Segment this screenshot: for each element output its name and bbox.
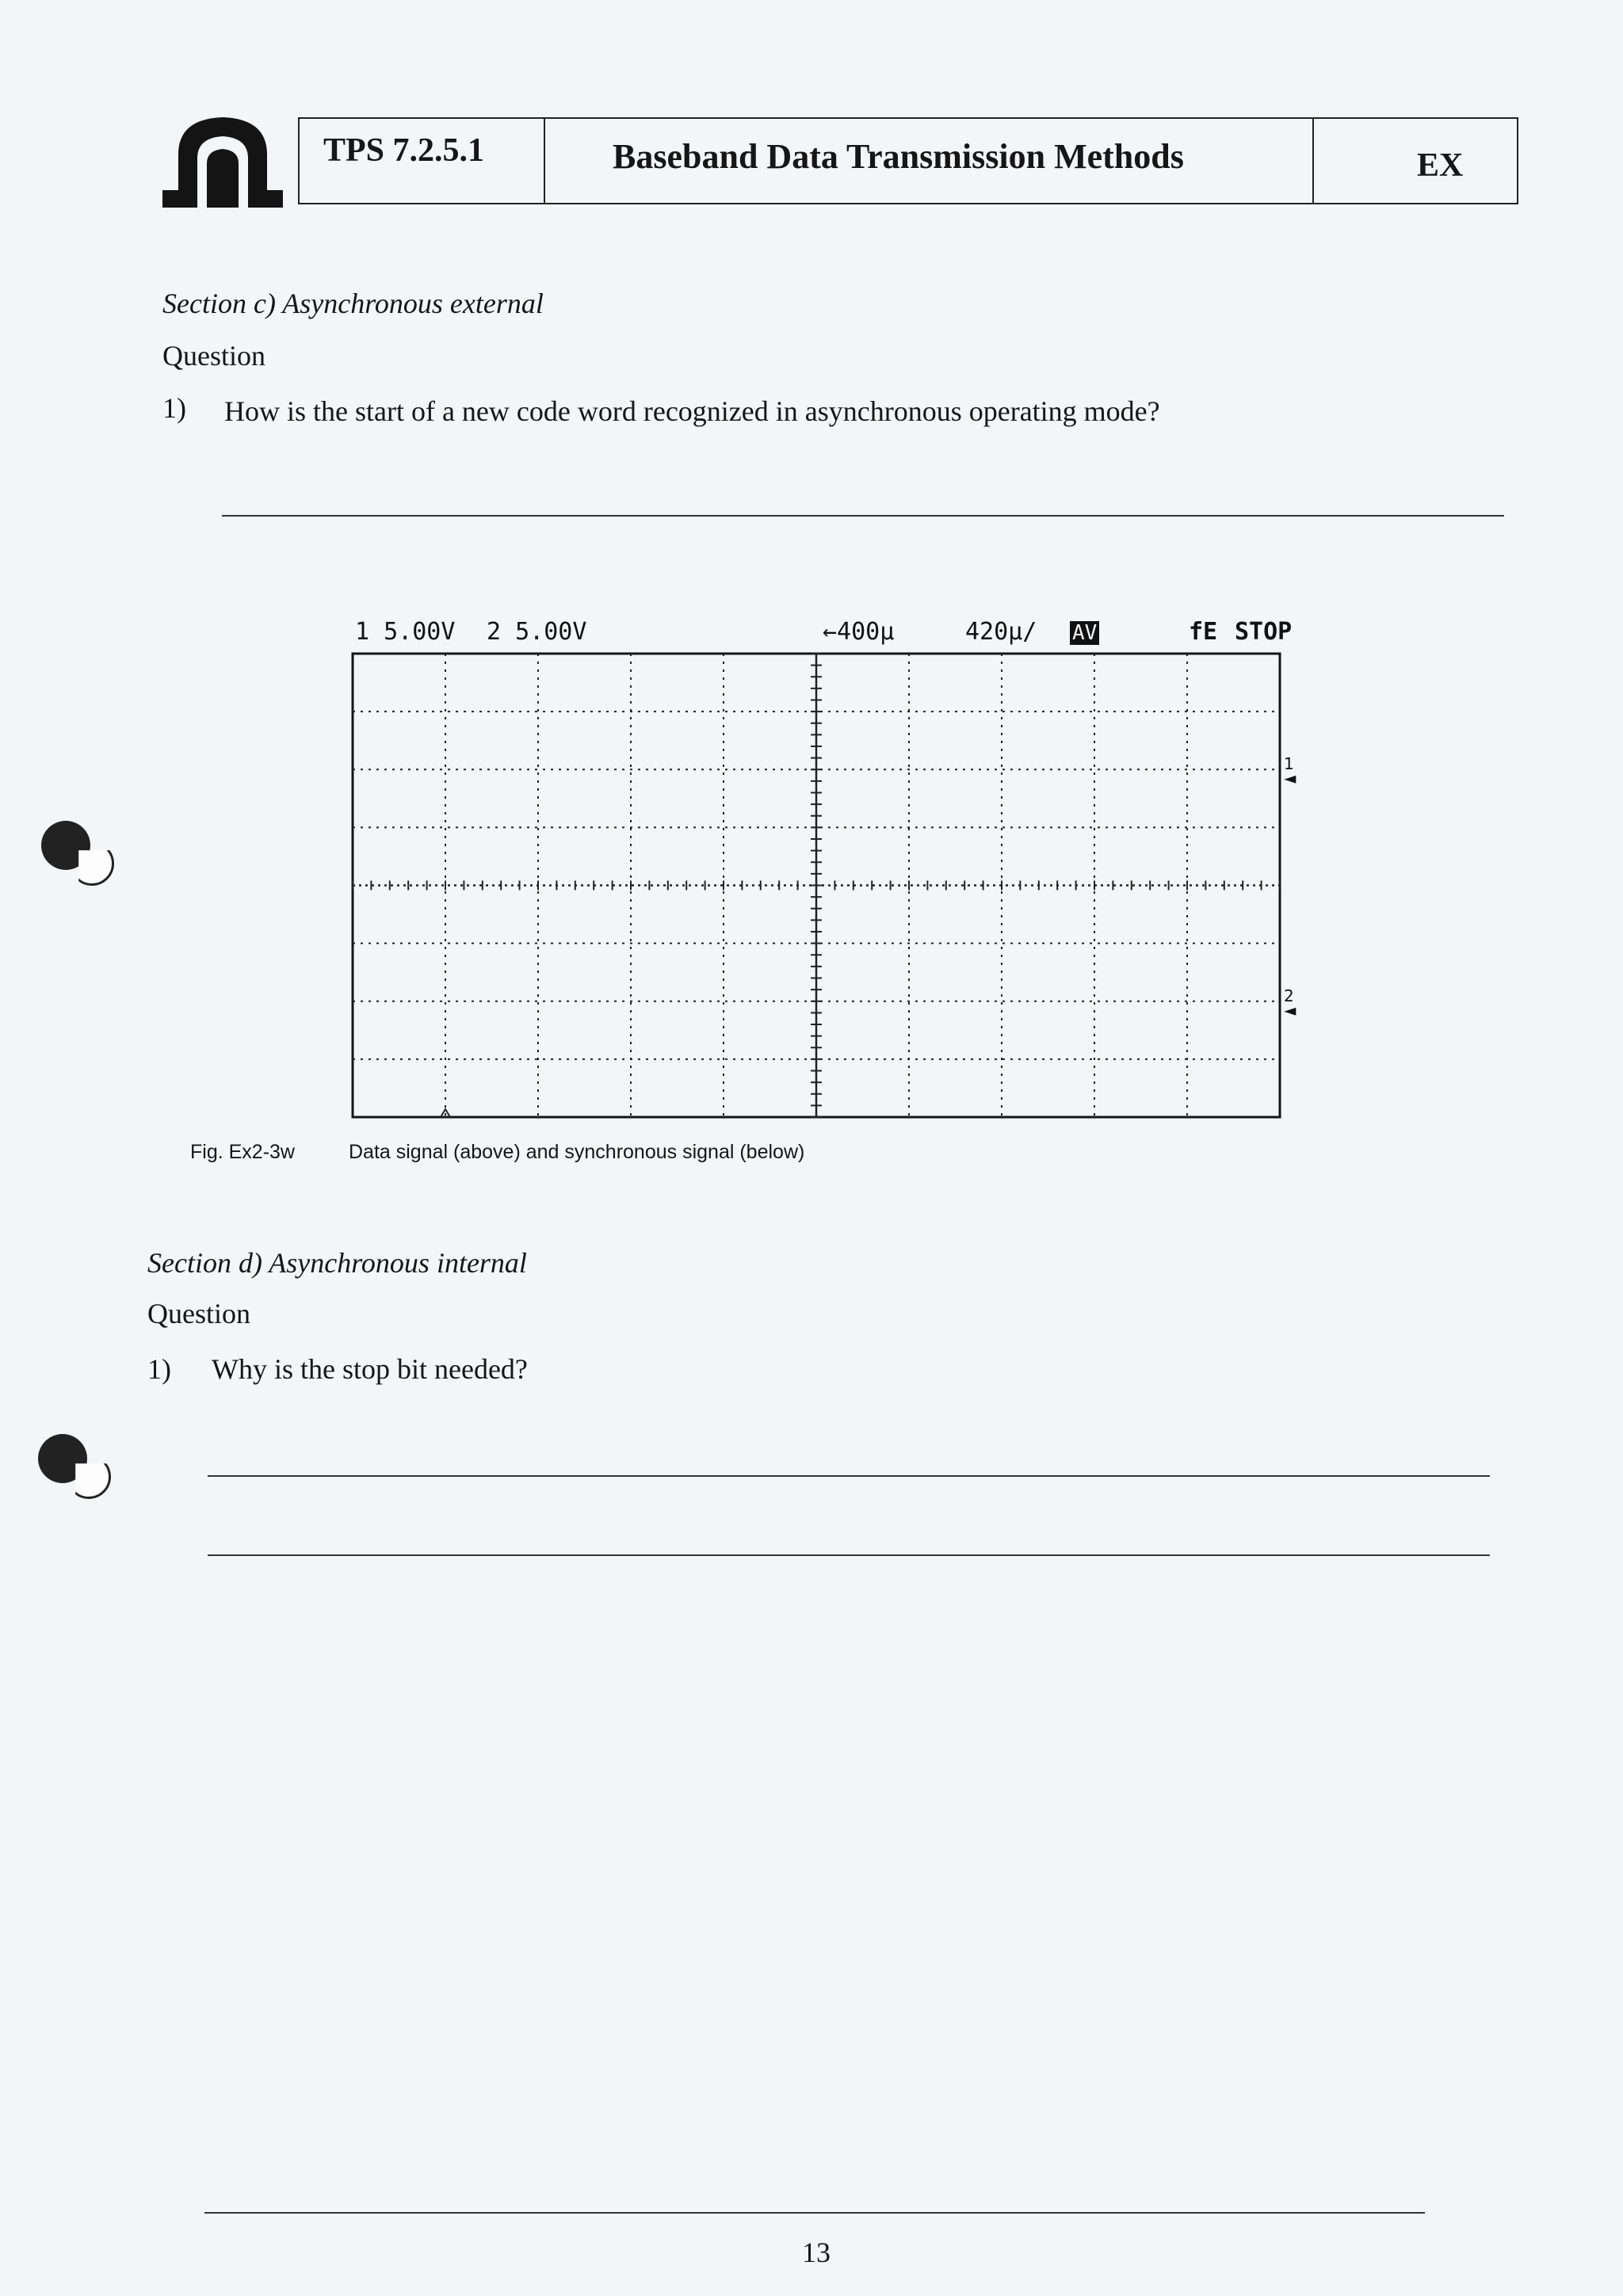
- section-c-q1-text: How is the start of a new code word recognized in asynchronous operating mode?: [224, 395, 1160, 427]
- header-table: [298, 117, 1518, 204]
- header-title-cell: [545, 119, 1314, 203]
- scope-channel-1-marker: 1 ◄: [1284, 754, 1296, 788]
- oscilloscope-screen: [349, 650, 1284, 1125]
- footer-rule: [204, 2212, 1425, 2214]
- section-d-q1-number: 1): [147, 1353, 171, 1385]
- scope-mode-badge: [1070, 618, 1099, 646]
- scope-mode: AV: [1070, 621, 1099, 645]
- answer-line-d2: [208, 1554, 1490, 1556]
- scope-ch2-scale: 2 5.00V: [487, 618, 587, 646]
- section-c-q1-number: 1): [162, 392, 186, 424]
- scope-run-state: STOP: [1235, 618, 1293, 646]
- section-d-q1-text: Why is the stop bit needed?: [212, 1353, 528, 1385]
- header-suffix: EX: [1417, 147, 1464, 184]
- figure-label: Fig. Ex2-3w: [190, 1141, 295, 1163]
- section-c-question-label: Question: [162, 340, 265, 372]
- scope-trigger: 420µ/: [965, 618, 1037, 646]
- scope-channel-2-marker: 2 ◄: [1284, 986, 1296, 1020]
- page-number: 13: [802, 2237, 831, 2268]
- section-c-heading: Section c) Asynchronous external: [162, 288, 544, 319]
- figure-caption: Data signal (above) and synchronous signal (below): [349, 1141, 805, 1163]
- scope-ch1-scale: 1 5.00V: [355, 618, 456, 646]
- scope-channel-1-label: 1: [1284, 754, 1294, 773]
- scope-trigger-edge: fE: [1189, 618, 1218, 646]
- section-d-question-label: Question: [147, 1298, 250, 1329]
- lucas-nuelle-logo-icon: [162, 111, 283, 208]
- scope-timebase: ←400µ: [823, 618, 895, 646]
- header-code-cell: [300, 119, 545, 203]
- header-code: TPS 7.2.5.1: [323, 132, 485, 169]
- scope-channel-2-label: 2: [1284, 986, 1294, 1005]
- answer-line-d1: [208, 1475, 1490, 1477]
- answer-line-c1: [222, 515, 1504, 517]
- section-d-heading: Section d) Asynchronous internal: [147, 1247, 527, 1279]
- header-title: Baseband Data Transmission Methods: [613, 137, 1184, 176]
- header-suffix-cell: [1314, 119, 1517, 203]
